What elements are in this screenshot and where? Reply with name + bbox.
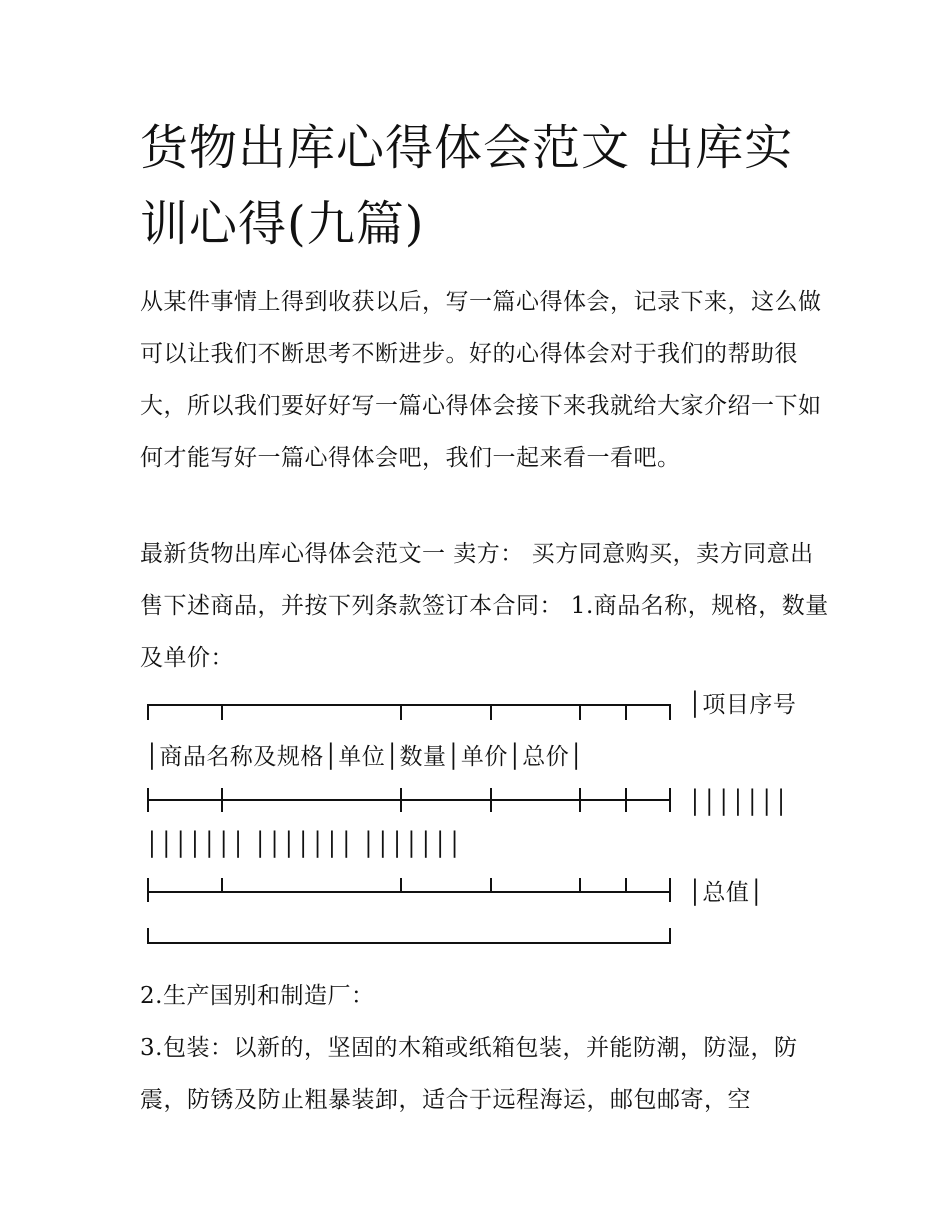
table-total-label: │总值│ — [688, 880, 764, 906]
intro-paragraph: 从某件事情上得到收获以后，写一篇心得体会，记录下来，这么做可以让我们不断思考不断进步。好的心得体会对于我们的帮助很大，所以我们要好好写一篇心得体会接下来我就给大家介绍一下如何才能写好一篇心得体会吧，我们一起来看一看吧。 — [140, 289, 822, 471]
table-header-row: │商品名称及规格│单位│数量│单价│总价│ — [145, 744, 584, 770]
table-header-right: │项目序号 — [688, 692, 797, 718]
table-middle-rule-1 — [148, 788, 670, 812]
document-title: 货物出库心得体会范文 出库实训心得(九篇) — [140, 120, 794, 252]
table-empty-row: │││││││ │││││││ │││││││ — [145, 832, 462, 858]
table-middle-rule-2 — [148, 878, 670, 902]
clause-3: 3.包装：以新的，坚固的木箱或纸箱包装，并能防潮，防湿，防震，防锈及防止粗暴装卸，适合于远程海运，邮包邮寄，空 — [140, 1035, 798, 1113]
table-top-rule — [148, 705, 670, 720]
table-bottom-rule — [148, 928, 670, 943]
table-empty-right: │││││││ — [688, 790, 789, 816]
section-one-paragraph: 最新货物出库心得体会范文一 卖方： 买方同意购买，卖方同意出售下述商品，并按下列条款签订本合同： 1.商品名称，规格，数量及单价： — [140, 541, 829, 671]
clause-2: 2.生产国别和制造厂： — [140, 983, 375, 1009]
